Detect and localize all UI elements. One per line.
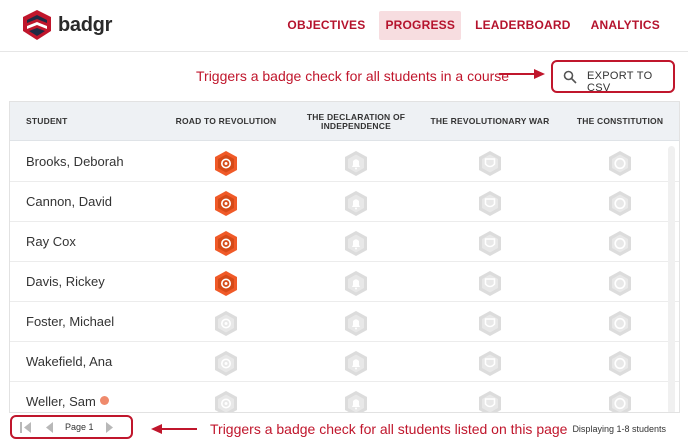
shield-badge-icon[interactable]: [478, 150, 502, 177]
nav-leaderboard[interactable]: LEADERBOARD: [475, 18, 571, 32]
nav-objectives[interactable]: OBJECTIVES: [287, 18, 366, 32]
gear-badge-icon[interactable]: [214, 270, 238, 297]
seal-badge-icon[interactable]: [608, 230, 632, 257]
progress-table: [9, 101, 680, 413]
table-scrollbar[interactable]: [668, 146, 675, 413]
arrow-left-icon: [150, 422, 198, 436]
column-header-student[interactable]: STUDENT: [26, 116, 68, 127]
shield-badge-icon[interactable]: [478, 350, 502, 377]
search-icon: [563, 70, 577, 84]
student-name[interactable]: [26, 274, 105, 289]
bell-badge-icon[interactable]: [344, 190, 368, 217]
export-csv-label: EXPORT TO CSV: [587, 70, 653, 94]
seal-badge-icon[interactable]: [608, 190, 632, 217]
table-row: [10, 382, 680, 413]
student-name-label: Brooks, Deborah: [26, 154, 124, 169]
seal-badge-icon[interactable]: [608, 270, 632, 297]
page-indicator: Page 1: [65, 422, 94, 432]
table-header: [10, 102, 680, 141]
student-name-label: Davis, Rickey: [26, 274, 105, 289]
bell-badge-icon[interactable]: [344, 350, 368, 377]
student-name[interactable]: [26, 394, 109, 409]
gear-badge-icon[interactable]: [214, 190, 238, 217]
bell-badge-icon[interactable]: [344, 310, 368, 337]
info-icon[interactable]: [100, 396, 109, 405]
student-name-label: Wakefield, Ana: [26, 354, 113, 369]
previous-page-icon[interactable]: [45, 422, 53, 433]
shield-badge-icon[interactable]: [478, 270, 502, 297]
table-row: [10, 142, 680, 182]
student-name[interactable]: [26, 154, 124, 169]
badgr-logo-icon[interactable]: [20, 9, 54, 41]
column-header-road-to-revolution[interactable]: ROAD TO REVOLUTION: [175, 116, 277, 127]
student-name-label: Weller, Sam: [26, 394, 96, 409]
bell-badge-icon[interactable]: [344, 270, 368, 297]
student-name-label: Cannon, David: [26, 194, 112, 209]
nav-analytics[interactable]: ANALYTICS: [590, 18, 660, 32]
student-name[interactable]: [26, 194, 112, 209]
gear-badge-icon[interactable]: [214, 390, 238, 413]
next-page-icon[interactable]: [106, 422, 114, 433]
student-name[interactable]: [26, 354, 112, 369]
gear-badge-icon[interactable]: [214, 150, 238, 177]
seal-badge-icon[interactable]: [608, 350, 632, 377]
column-header-declaration[interactable]: THE DECLARATION OF INDEPENDENCE: [306, 111, 406, 131]
gear-badge-icon[interactable]: [214, 310, 238, 337]
shield-badge-icon[interactable]: [478, 190, 502, 217]
student-name[interactable]: [26, 314, 114, 329]
annotation-page-check: Triggers a badge check for all students listed on this page: [210, 421, 568, 437]
bell-badge-icon[interactable]: [344, 230, 368, 257]
table-row: [10, 262, 680, 302]
top-navbar: [0, 0, 688, 52]
first-page-icon[interactable]: [20, 422, 32, 433]
seal-badge-icon[interactable]: [608, 150, 632, 177]
table-row: [10, 182, 680, 222]
seal-badge-icon[interactable]: [608, 310, 632, 337]
nav-progress[interactable]: PROGRESS: [379, 11, 461, 40]
main-nav: [281, 11, 666, 40]
bell-badge-icon[interactable]: [344, 150, 368, 177]
table-row: [10, 302, 680, 342]
shield-badge-icon[interactable]: [478, 310, 502, 337]
table-row: [10, 342, 680, 382]
displaying-count: Displaying 1-8 students: [572, 424, 666, 434]
student-name-label: Foster, Michael: [26, 314, 115, 329]
student-name[interactable]: [26, 234, 76, 249]
student-name-label: Ray Cox: [26, 234, 76, 249]
table-row: [10, 222, 680, 262]
bell-badge-icon[interactable]: [344, 390, 368, 413]
column-header-revolutionary-war[interactable]: THE REVOLUTIONARY WAR: [430, 116, 550, 127]
shield-badge-icon[interactable]: [478, 390, 502, 413]
export-csv-button[interactable]: [551, 60, 675, 93]
gear-badge-icon[interactable]: [214, 350, 238, 377]
column-header-constitution[interactable]: THE CONSTITUTION: [576, 116, 664, 127]
seal-badge-icon[interactable]: [608, 390, 632, 413]
app-name: badgr: [58, 14, 113, 36]
gear-badge-icon[interactable]: [214, 230, 238, 257]
pagination: [10, 415, 133, 439]
annotation-course-check: Triggers a badge check for all students in a course: [196, 68, 510, 84]
shield-badge-icon[interactable]: [478, 230, 502, 257]
arrow-right-icon: [498, 67, 546, 81]
